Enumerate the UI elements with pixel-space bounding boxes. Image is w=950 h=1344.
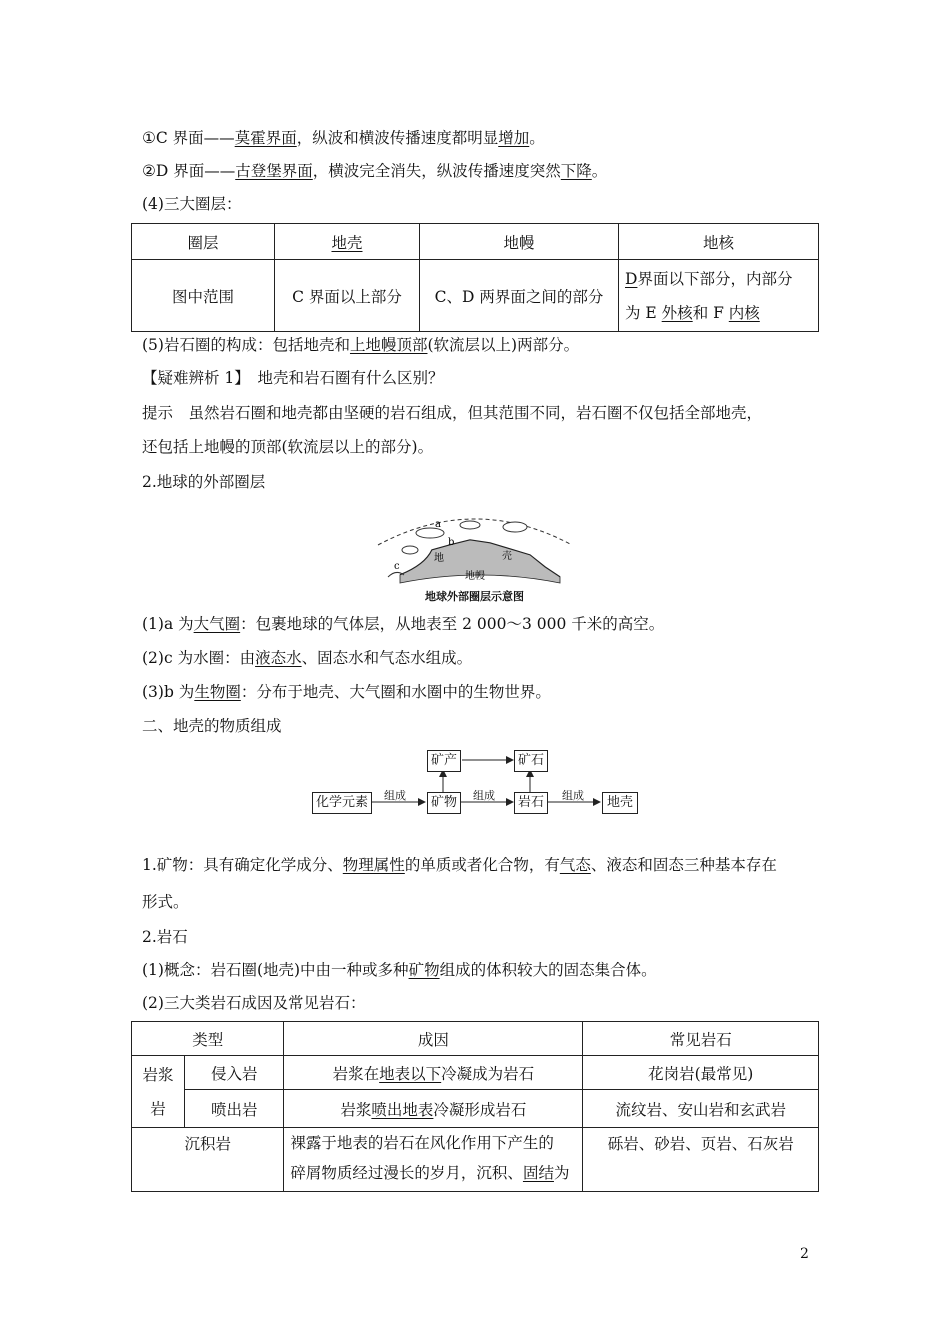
flow-box-mineral: 矿物 xyxy=(427,792,461,814)
text-line xyxy=(142,159,607,183)
arrow-label: 组成 xyxy=(473,789,495,802)
table-cell: C、D 两界面之间的部分 xyxy=(420,260,619,332)
table-cell: 岩浆在地表以下冷凝成为岩石 xyxy=(284,1056,583,1090)
table-cell: 砾岩、砂岩、页岩、石灰岩 xyxy=(583,1128,819,1192)
text-line: (2)c 为水圈：由液态水、固态水和气态水组成。 xyxy=(142,649,473,667)
text: ，横波完全消失，纵波传播速度突然 xyxy=(312,162,561,180)
table-header: 地幔 xyxy=(420,224,619,260)
text: ①C 界面—— xyxy=(142,129,235,147)
text-line: 形式。 xyxy=(142,893,189,911)
text: ②D 界面—— xyxy=(142,162,236,180)
underlined-term: 古登堡界面 xyxy=(235,162,313,180)
table-cell: 图中范围 xyxy=(132,260,275,332)
label-a: a xyxy=(435,519,441,530)
table-cell: C 界面以上部分 xyxy=(275,260,420,332)
table-header: 类型 xyxy=(132,1022,284,1056)
table-header: 常见岩石 xyxy=(583,1022,819,1056)
table-cell: D界面以下部分，内部分 为 E 外核和 F 内核 xyxy=(619,260,819,332)
label-di: 地 xyxy=(434,553,444,564)
layers-table xyxy=(131,223,819,332)
text-line: (3)b 为生物圈：分布于地壳、大气圈和水圈中的生物世界。 xyxy=(142,683,551,701)
section-heading: 二、地壳的物质组成 xyxy=(142,717,282,735)
table-cell: 沉积岩 xyxy=(132,1128,284,1192)
diagram-caption: 地球外部圈层示意图 xyxy=(425,590,524,603)
hint-line: 提示 虽然岩石圈和地壳都由坚硬的岩石组成，但其范围不同，岩石圈不仅包括全部地壳， xyxy=(142,404,763,422)
text-line: (1)a 为大气圈：包裹地球的气体层，从地表至 2 000～3 000 千米的高空。 xyxy=(142,615,665,633)
text-line: (1)概念：岩石圈(地壳)中由一种或多种矿物组成的体积较大的固态集合体。 xyxy=(142,961,657,979)
cloud-icon xyxy=(460,521,480,529)
table-cell: 侵入岩 xyxy=(185,1056,284,1090)
text: 。 xyxy=(529,129,545,147)
table-cell: 喷出岩 xyxy=(185,1090,284,1128)
hint-line: 还包括上地幔的顶部(软流层以上的部分)。 xyxy=(142,438,434,456)
underlined-term: 下降 xyxy=(560,162,592,180)
flow-box-crust: 地壳 xyxy=(602,792,638,814)
text: 。 xyxy=(591,162,608,180)
table-header: 地壳 xyxy=(275,224,420,260)
arrow-label: 组成 xyxy=(384,789,406,802)
label-ke: 壳 xyxy=(502,551,512,562)
difficulty-title: 【疑难辨析 1】 地壳和岩石圈有什么区别？ xyxy=(142,369,444,387)
table-header: 地核 xyxy=(619,224,819,260)
table-cell: 花岗岩(最常见) xyxy=(583,1056,819,1090)
rock-types-table xyxy=(131,1021,819,1192)
label-mantle: 地幔 xyxy=(465,571,485,582)
flow-box-chem: 化学元素 xyxy=(312,792,372,814)
text-line: (2)三大类岩石成因及常见岩石： xyxy=(142,994,366,1012)
label-b: b xyxy=(448,537,455,548)
table-cell: 岩浆喷出地表冷凝形成岩石 xyxy=(284,1090,583,1128)
page-number: 2 xyxy=(800,1246,809,1262)
text-line: 1.矿物：具有确定化学成分、物理属性的单质或者化合物，有气态、液态和固态三种基本存在 xyxy=(142,856,777,874)
table-cell: 流纹岩、安山岩和玄武岩 xyxy=(583,1090,819,1128)
text-line xyxy=(142,126,545,150)
underlined-term: 增加 xyxy=(498,129,530,147)
arrow-label: 组成 xyxy=(562,789,584,802)
text-line: (5)岩石圈的构成：包括地壳和上地幔顶部(软流层以上)两部分。 xyxy=(142,336,580,354)
section-heading: 2.岩石 xyxy=(142,928,188,946)
table-cell: 裸露于地表的岩石在风化作用下产生的 碎屑物质经过漫长的岁月，沉积、固结为 xyxy=(284,1128,583,1192)
table-header: 圈层 xyxy=(132,224,275,260)
cloud-icon xyxy=(402,546,418,554)
table-header: 成因 xyxy=(284,1022,583,1056)
label-c: c xyxy=(394,561,400,572)
flow-box-ore2: 矿石 xyxy=(514,750,548,772)
flow-box-rock: 岩石 xyxy=(514,792,548,814)
underlined-term: 莫霍界面 xyxy=(234,129,297,147)
text-line: (4)三大圈层： xyxy=(142,195,242,213)
text: ，纵波和横波传播速度都明显 xyxy=(296,129,499,147)
section-heading: 2.地球的外部圈层 xyxy=(142,473,266,491)
flow-box-ore1: 矿产 xyxy=(427,750,461,772)
cloud-icon xyxy=(503,522,527,532)
table-cell: 岩浆 岩 xyxy=(132,1056,185,1128)
